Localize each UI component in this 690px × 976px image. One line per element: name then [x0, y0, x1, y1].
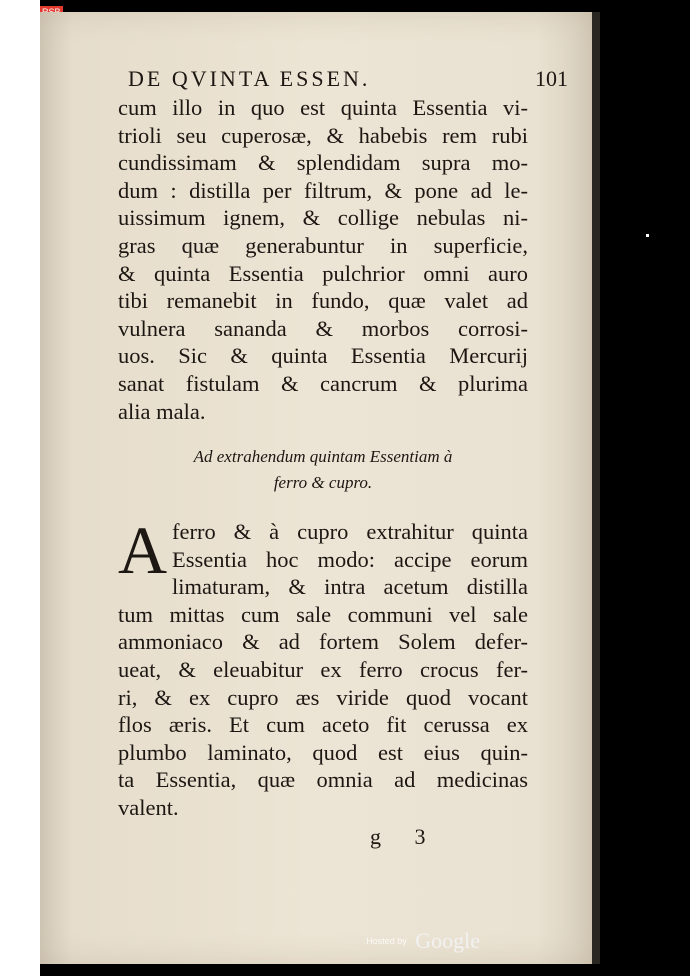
text-line: alia mala.: [118, 398, 206, 424]
text-line: trioli seu cuperosæ, & habebis rem rubi: [118, 122, 528, 148]
running-head-title: DE QVINTA ESSEN.: [128, 66, 371, 91]
text-line: cum illo in quo est quinta Essentia vi-: [118, 95, 528, 120]
text-line: valent.: [118, 794, 179, 820]
text-line: sanat fistulam & cancrum & plurima: [118, 370, 528, 396]
page-edge-shadow: [592, 12, 600, 964]
text-line: dum : distilla per filtrum, & pone ad le-: [118, 177, 528, 203]
text-line: ri, & ex cupro æs viride quod vocant: [118, 684, 528, 710]
google-logo: Google: [415, 928, 480, 953]
text-line: ammoniaco & ad fortem Solem defer-: [118, 629, 528, 655]
text-line: & quinta Essentia pulchrior omni auro: [118, 260, 528, 286]
heading-line: Ad extrahendum quintam Essentiam à: [193, 447, 453, 466]
watermark-prefix: Hosted by: [366, 936, 407, 946]
running-head: [128, 66, 568, 96]
text-line: gras quæ generabuntur in superficie,: [118, 232, 528, 258]
text-line: uos. Sic & quinta Essentia Mercurij: [118, 343, 528, 369]
text-line: ueat, & eleuabitur ex ferro crocus fer-: [118, 656, 528, 682]
text-line: ferro & à cupro extrahitur quinta: [172, 519, 528, 544]
text-line: tum mittas cum sale communi vel sale: [118, 601, 528, 627]
text-line: plumbo laminato, quod est eius quin-: [118, 739, 528, 765]
text-line: tibi remanebit in fundo, quæ valet ad: [118, 288, 528, 314]
book-page: [40, 12, 592, 964]
viewer-left-margin: [0, 0, 40, 976]
text-line: vulnera sananda & morbos corrosi-: [118, 315, 528, 341]
scan-artifact-dot: [646, 234, 649, 237]
signature-mark: g 3: [370, 824, 440, 849]
page-number: 101: [535, 66, 568, 91]
hosted-by-watermark: [366, 928, 480, 954]
paragraph-2: [118, 512, 528, 822]
text-line: ta Essentia, quæ omnia ad medicinas: [118, 767, 528, 793]
text-line: uissimum ignem, & collige nebulas ni-: [118, 205, 528, 231]
paragraph-1: [118, 94, 528, 425]
heading-line: ferro & cupro.: [273, 473, 373, 492]
text-line: Essentia hoc modo: accipe eorum: [172, 546, 528, 572]
text-line: limaturam, & intra acetum distilla: [172, 574, 528, 600]
text-line: flos æris. Et cum aceto fit cerussa ex: [118, 712, 528, 738]
text-line: cundissimam & splendidam supra mo-: [118, 150, 528, 176]
section-heading: [118, 444, 528, 496]
drop-cap: A: [118, 512, 168, 588]
